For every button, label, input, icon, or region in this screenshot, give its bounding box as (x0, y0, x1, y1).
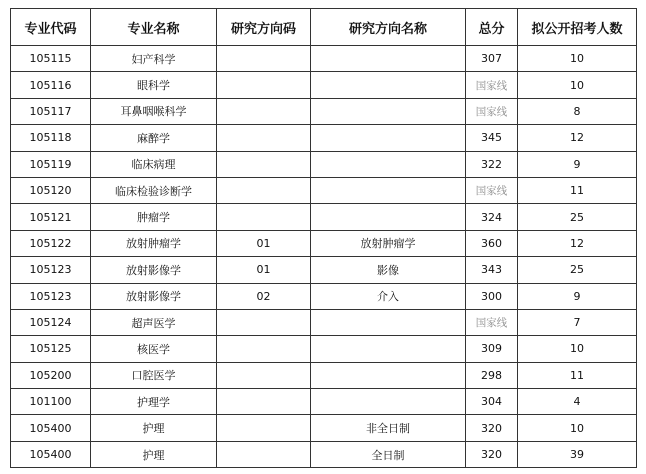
cell-major-code: 105124 (11, 309, 91, 335)
cell-major-name: 核医学 (91, 336, 217, 362)
cell-quota: 10 (518, 46, 637, 72)
cell-total-score: 300 (466, 283, 518, 309)
cell-total-score: 345 (466, 125, 518, 151)
cell-direction-name: 影像 (311, 257, 466, 283)
cell-major-name: 护理学 (91, 389, 217, 415)
table-row (11, 257, 637, 283)
table-row (11, 204, 637, 230)
cell-quota: 10 (518, 336, 637, 362)
cell-major-name: 护理 (91, 441, 217, 467)
cell-direction-name (311, 72, 466, 98)
cell-direction-name (311, 389, 466, 415)
cell-direction-code (217, 151, 311, 177)
header-quota: 拟公开招考人数 (518, 9, 637, 46)
cell-quota: 12 (518, 125, 637, 151)
table-row (11, 283, 637, 309)
cell-major-code: 105119 (11, 151, 91, 177)
cell-direction-code (217, 441, 311, 467)
cell-major-name: 麻醉学 (91, 125, 217, 151)
cell-direction-code (217, 336, 311, 362)
cell-total-score: 国家线 (466, 177, 518, 203)
cell-direction-name (311, 309, 466, 335)
cell-direction-code (217, 46, 311, 72)
cell-direction-code: 01 (217, 230, 311, 256)
cell-direction-code (217, 362, 311, 388)
cell-major-code: 105123 (11, 283, 91, 309)
cell-direction-code (217, 98, 311, 124)
cell-major-name: 肿瘤学 (91, 204, 217, 230)
cell-direction-name (311, 125, 466, 151)
cell-direction-name: 介入 (311, 283, 466, 309)
header-total-score: 总分 (466, 9, 518, 46)
table-row (11, 125, 637, 151)
header-row (11, 9, 637, 46)
cell-total-score: 324 (466, 204, 518, 230)
admission-table-container (10, 8, 637, 468)
header-direction-code: 研究方向码 (217, 9, 311, 46)
table-row (11, 72, 637, 98)
cell-total-score: 322 (466, 151, 518, 177)
cell-quota: 9 (518, 151, 637, 177)
cell-major-name: 妇产科学 (91, 46, 217, 72)
cell-direction-code (217, 415, 311, 441)
cell-direction-code (217, 72, 311, 98)
table-row (11, 151, 637, 177)
table-row (11, 389, 637, 415)
cell-total-score: 360 (466, 230, 518, 256)
cell-major-code: 105123 (11, 257, 91, 283)
header-direction-name: 研究方向名称 (311, 9, 466, 46)
cell-direction-name (311, 177, 466, 203)
cell-quota: 7 (518, 309, 637, 335)
cell-quota: 9 (518, 283, 637, 309)
cell-direction-code (217, 125, 311, 151)
cell-major-code: 105116 (11, 72, 91, 98)
cell-total-score: 304 (466, 389, 518, 415)
cell-major-code: 105121 (11, 204, 91, 230)
cell-major-name: 眼科学 (91, 72, 217, 98)
cell-direction-code (217, 177, 311, 203)
cell-total-score: 309 (466, 336, 518, 362)
cell-direction-name: 放射肿瘤学 (311, 230, 466, 256)
cell-major-code: 105120 (11, 177, 91, 203)
table-body (11, 46, 637, 468)
cell-major-code: 105400 (11, 415, 91, 441)
cell-major-code: 105125 (11, 336, 91, 362)
cell-major-name: 口腔医学 (91, 362, 217, 388)
cell-direction-name (311, 98, 466, 124)
table-row (11, 46, 637, 72)
table-row (11, 362, 637, 388)
cell-quota: 25 (518, 257, 637, 283)
cell-direction-code (217, 309, 311, 335)
cell-quota: 10 (518, 415, 637, 441)
cell-major-name: 放射影像学 (91, 257, 217, 283)
cell-major-code: 105200 (11, 362, 91, 388)
table-row (11, 336, 637, 362)
cell-direction-name (311, 151, 466, 177)
cell-total-score: 320 (466, 415, 518, 441)
table-row (11, 98, 637, 124)
table-row (11, 309, 637, 335)
cell-direction-code (217, 389, 311, 415)
header-major-code: 专业代码 (11, 9, 91, 46)
cell-major-code: 105115 (11, 46, 91, 72)
cell-total-score: 343 (466, 257, 518, 283)
cell-major-name: 护理 (91, 415, 217, 441)
table-row (11, 441, 637, 467)
cell-direction-name (311, 362, 466, 388)
cell-total-score: 298 (466, 362, 518, 388)
header-major-name: 专业名称 (91, 9, 217, 46)
cell-direction-name (311, 204, 466, 230)
table-row (11, 230, 637, 256)
cell-quota: 25 (518, 204, 637, 230)
cell-quota: 10 (518, 72, 637, 98)
cell-direction-code: 02 (217, 283, 311, 309)
table-header (11, 9, 637, 46)
cell-major-code: 105117 (11, 98, 91, 124)
cell-direction-name (311, 46, 466, 72)
cell-quota: 8 (518, 98, 637, 124)
cell-direction-name: 全日制 (311, 441, 466, 467)
cell-total-score: 国家线 (466, 98, 518, 124)
cell-major-name: 超声医学 (91, 309, 217, 335)
cell-direction-code (217, 204, 311, 230)
cell-major-code: 105400 (11, 441, 91, 467)
cell-major-code: 105118 (11, 125, 91, 151)
cell-direction-name: 非全日制 (311, 415, 466, 441)
cell-major-name: 放射肿瘤学 (91, 230, 217, 256)
cell-quota: 39 (518, 441, 637, 467)
admission-table (10, 8, 637, 468)
cell-quota: 12 (518, 230, 637, 256)
cell-total-score: 307 (466, 46, 518, 72)
cell-quota: 11 (518, 362, 637, 388)
table-row (11, 177, 637, 203)
cell-total-score: 国家线 (466, 72, 518, 98)
cell-major-name: 临床病理 (91, 151, 217, 177)
cell-total-score: 320 (466, 441, 518, 467)
cell-quota: 4 (518, 389, 637, 415)
cell-major-name: 耳鼻咽喉科学 (91, 98, 217, 124)
cell-major-name: 放射影像学 (91, 283, 217, 309)
table-row (11, 415, 637, 441)
cell-total-score: 国家线 (466, 309, 518, 335)
cell-direction-code: 01 (217, 257, 311, 283)
cell-major-code: 101100 (11, 389, 91, 415)
cell-quota: 11 (518, 177, 637, 203)
cell-major-code: 105122 (11, 230, 91, 256)
cell-major-name: 临床检验诊断学 (91, 177, 217, 203)
cell-direction-name (311, 336, 466, 362)
